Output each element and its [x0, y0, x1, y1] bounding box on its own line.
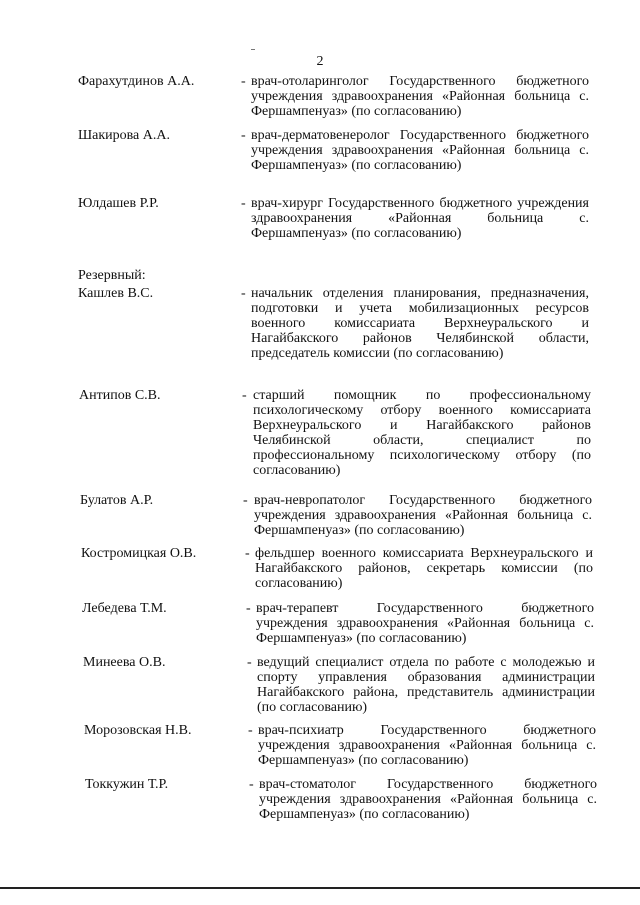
member-role: врач-дерматовенеролог Государственного бюджетного учреждения здравоохранения «Районная больница с. Фершампенуаз» (по согласованию): [251, 128, 589, 173]
member-dash: -: [249, 777, 254, 792]
member-dash: -: [241, 74, 246, 89]
member-name: Булатов А.Р.: [80, 493, 154, 508]
member-name: Лебедева Т.М.: [82, 601, 167, 616]
member-dash: -: [243, 493, 248, 508]
member-name: Минеева О.В.: [83, 655, 166, 670]
member-role: фельдшер военного комиссариата Верхнеуральского и Нагайбакского районов, секретарь комиссии (по согласованию): [255, 546, 593, 591]
member-name: Токкужин Т.Р.: [85, 777, 169, 792]
member-dash: -: [241, 196, 246, 211]
member-name: Фарахутдинов А.А.: [78, 74, 195, 89]
scan-mark: [251, 49, 255, 50]
member-name: Морозовская Н.В.: [84, 723, 192, 738]
page-number: 2: [316, 54, 324, 69]
member-name: Антипов С.В.: [79, 388, 161, 403]
member-dash: -: [245, 546, 250, 561]
member-dash: -: [248, 723, 253, 738]
member-dash: -: [241, 286, 246, 301]
member-role: врач-терапевт Государственного бюджетного учреждения здравоохранения «Районная больница с. Фершампенуаз» (по согласованию): [256, 601, 594, 646]
member-role: врач-стоматолог Государственного бюджетного учреждения здравоохранения «Районная больница с. Фершампенуаз» (по согласованию): [259, 777, 597, 822]
member-dash: -: [241, 128, 246, 143]
member-role: врач-психиатр Государственного бюджетного учреждения здравоохранения «Районная больница с. Фершампенуаз» (по согласованию): [258, 723, 596, 768]
member-dash: -: [242, 388, 247, 403]
member-name: Кашлев В.С.: [78, 286, 154, 301]
member-name: Юлдашев Р.Р.: [78, 196, 159, 211]
page-bottom-edge: [0, 887, 640, 889]
member-role: старший помощник по профессиональному психологическому отбору военного комиссариата Верхнеуральского и Нагайбакского районов Челябинской области, специалист по профессиональному психологическому отбору (по согласованию): [253, 388, 591, 478]
member-dash: -: [247, 655, 252, 670]
member-role: начальник отделения планирования, предназначения, подготовки и учета мобилизационных ресурсов военного комиссариата Верхнеуральского и Нагайбакского районов Челябинской области, председатель комиссии (по согласованию): [251, 286, 589, 361]
member-role: врач-невропатолог Государственного бюджетного учреждения здравоохранения «Районная больница с. Фершампенуаз» (по согласованию): [254, 493, 592, 538]
reserve-heading: Резервный:: [78, 268, 146, 283]
member-role: врач-отоларинголог Государственного бюджетного учреждения здравоохранения «Районная больница с. Фершампенуаз» (по согласованию): [251, 74, 589, 119]
member-role: ведущий специалист отдела по работе с молодежью и спорту управления образования администрации Нагайбакского района, представитель администрации (по согласованию): [257, 655, 595, 715]
member-name: Костромицкая О.В.: [81, 546, 197, 561]
member-name: Шакирова А.А.: [78, 128, 170, 143]
member-role: врач-хирург Государственного бюджетного учреждения здравоохранения «Районная больница с. Фершампенуаз» (по согласованию): [251, 196, 589, 241]
member-dash: -: [246, 601, 251, 616]
